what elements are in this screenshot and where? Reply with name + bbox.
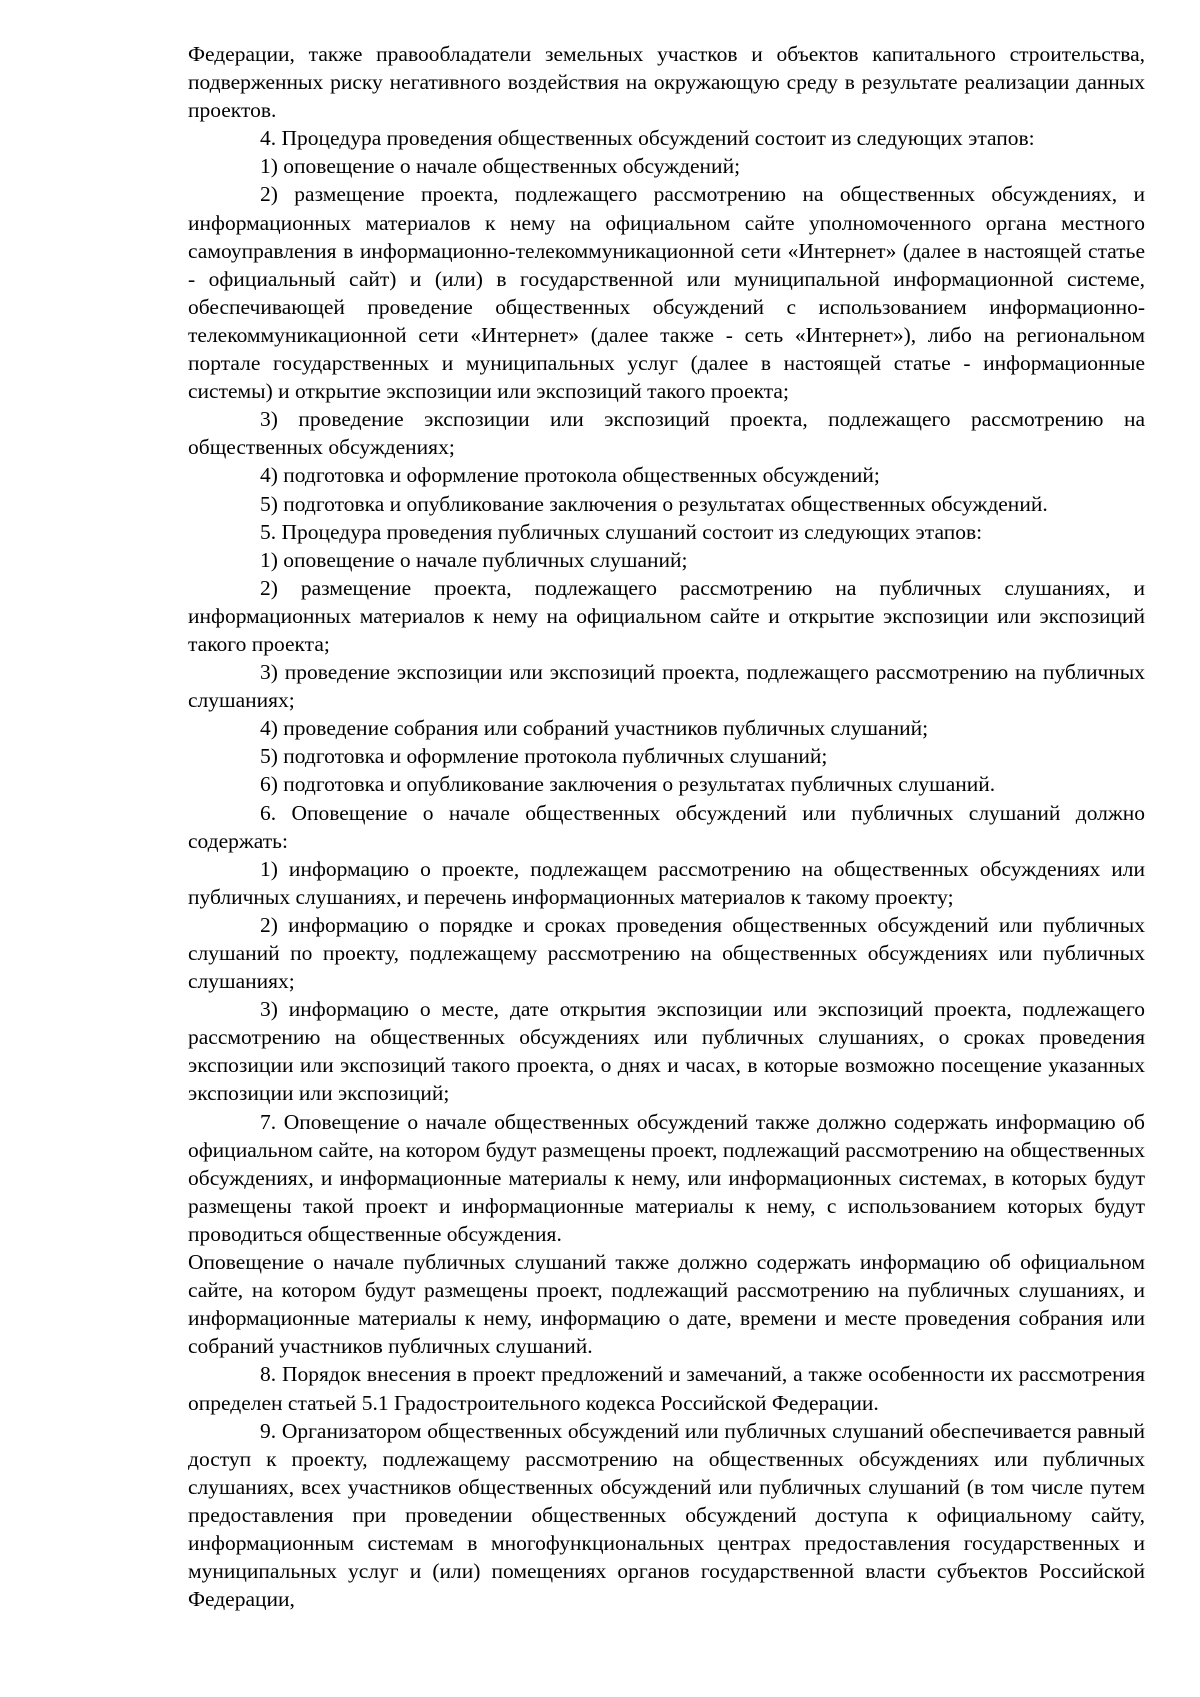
list-item: 2) информацию о порядке и сроках проведения общественных обсуждений или публичных слушаний по проекту, подлежащему рассмотрению на общественных обсуждениях или публичных слушаниях; — [188, 912, 1145, 994]
list-item: 3) проведение экспозиции или экспозиций проекта, подлежащего рассмотрению на публичных слушаниях; — [188, 660, 1145, 713]
list-item: 4) подготовка и оформление протокола общественных обсуждений; — [260, 463, 880, 488]
document-page — [188, 40, 1145, 1613]
paragraph: 4. Процедура проведения общественных обсуждений состоит из следующих этапов: — [260, 126, 1035, 151]
paragraph: Оповещение о начале публичных слушаний также должно содержать информацию об официальном сайте, на котором будут размещены проект, подлежащий рассмотрению на публичных слушаниях, и информационные материалы к нему, информацию о дате, времени и месте проведения собрания или собраний участников публичных слушаний. — [188, 1250, 1145, 1359]
list-item: 5) подготовка и оформление протокола публичных слушаний; — [260, 744, 828, 769]
paragraph: 8. Порядок внесения в проект предложений и замечаний, а также особенности их рассмотрения определен статьей 5.1 Градостроительного кодекса Российской Федерации. — [188, 1362, 1145, 1415]
paragraph: Федерации, также правообладатели земельных участков и объектов капитального строительства, подверженных риску негативного воздействия на окружающую среду в результате реализации данных проектов. — [188, 42, 1145, 123]
list-item: 4) проведение собрания или собраний участников публичных слушаний; — [260, 716, 929, 741]
paragraph: 7. Оповещение о начале общественных обсуждений также должно содержать информацию об официальном сайте, на котором будут размещены проект, подлежащий рассмотрению на общественных обсуждениях, и информационные материалы к нему, или информационных системах, в которых будут размещены такой проект и информационные материалы к нему, с использованием которых будут проводиться общественные обсуждения. — [188, 1109, 1145, 1246]
list-item: 1) информацию о проекте, подлежащем рассмотрению на общественных обсуждениях или публичных слушаниях, и перечень информационных материалов к такому проекту; — [188, 856, 1145, 909]
list-item: 2) размещение проекта, подлежащего рассмотрению на публичных слушаниях, и информационных материалов к нему на официальном сайте и открытие экспозиции или экспозиций такого проекта; — [188, 575, 1145, 656]
list-item: 3) информацию о месте, дате открытия экспозиции или экспозиций проекта, подлежащего рассмотрению на общественных обсуждениях или публичных слушаниях, о сроках проведения экспозиции или экспозиций такого проекта, о днях и часах, в которые возможно посещение указанных экспозиции или экспозиций; — [188, 997, 1145, 1106]
list-item: 6) подготовка и опубликование заключения о результатах публичных слушаний. — [260, 772, 996, 797]
paragraph: 5. Процедура проведения публичных слушаний состоит из следующих этапов: — [260, 519, 983, 544]
list-item: 3) проведение экспозиции или экспозиций проекта, подлежащего рассмотрению на общественных обсуждениях; — [188, 407, 1145, 460]
list-item: 1) оповещение о начале общественных обсуждений; — [260, 154, 741, 179]
list-item: 5) подготовка и опубликование заключения о результатах общественных обсуждений. — [260, 491, 1048, 516]
paragraph: 6. Оповещение о начале общественных обсуждений или публичных слушаний должно содержать: — [188, 800, 1145, 853]
list-item: 2) размещение проекта, подлежащего рассмотрению на общественных обсуждениях, и информационных материалов к нему на официальном сайте уполномоченного органа местного самоуправления в информационно-телекоммуникационной сети «Интернет» (далее в настоящей статье - официальный сайт) и (или) в государственной или муниципальной информационной системе, обеспечивающей проведение общественных обсуждений с использованием информационно-телекоммуникационной сети «Интернет» (далее также - сеть «Интернет»), либо на региональном портале государственных и муниципальных услуг (далее в настоящей статье - информационные системы) и открытие экспозиции или экспозиций такого проекта; — [188, 182, 1145, 404]
list-item: 1) оповещение о начале публичных слушаний; — [260, 547, 688, 572]
paragraph: 9. Организатором общественных обсуждений или публичных слушаний обеспечивается равный доступ к проекту, подлежащему рассмотрению на общественных обсуждениях или публичных слушаниях, всех участников общественных обсуждений или публичных слушаний (в том числе путем предоставления при проведении общественных обсуждений доступа к официальному сайту, информационным системам в многофункциональных центрах предоставления государственных и муниципальных услуг и (или) помещениях органов государственной власти субъектов Российской Федерации, — [188, 1418, 1145, 1612]
